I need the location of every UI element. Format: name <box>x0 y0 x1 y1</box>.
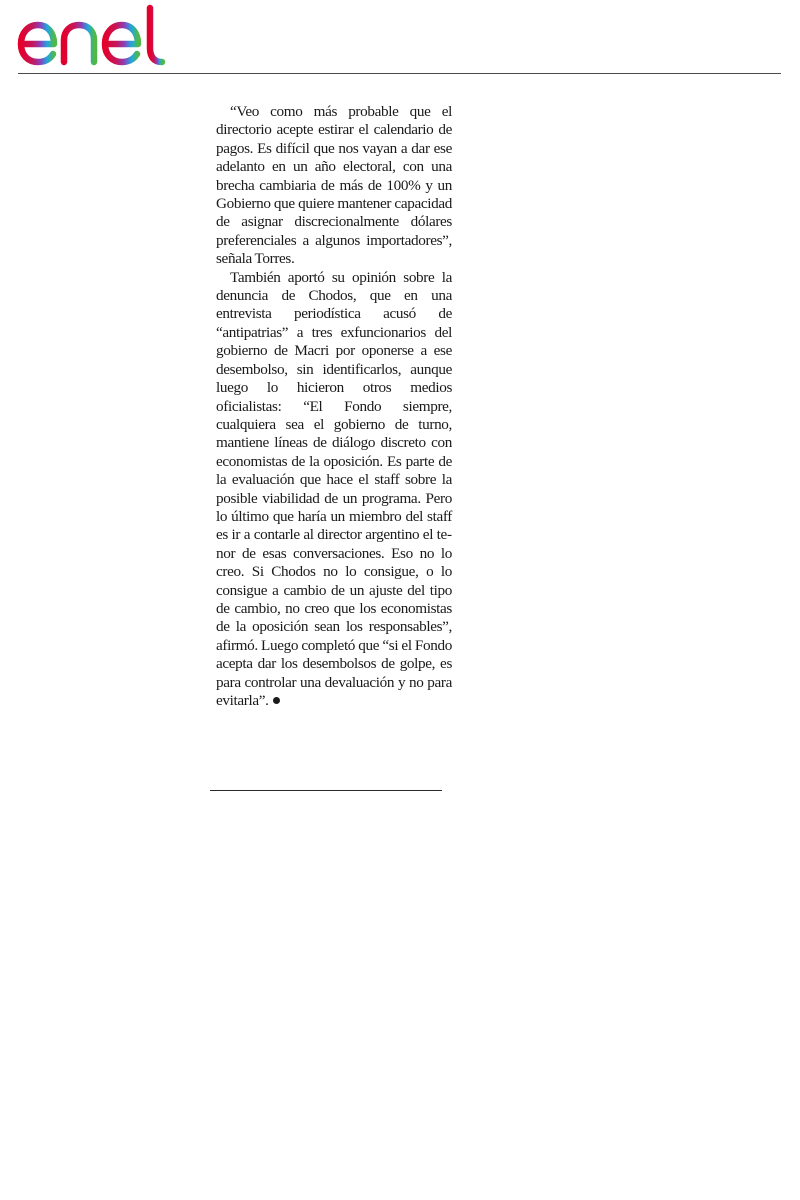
page-header <box>0 0 800 76</box>
header-divider <box>18 73 781 74</box>
article-paragraph: “Veo como más probable que el directorio acepte estirar el calendario de pagos. Es difícil que nos vayan a dar ese adelanto en un año electoral, con una brecha cambiaria de más de 100% y un Gobierno que quiere mantener capacidad de asignar discrecionalmente dólares preferenciales a algunos importadores”, señala Torres. <box>216 103 452 268</box>
news-clipping <box>208 90 458 760</box>
enel-logo <box>16 4 182 68</box>
article-paragraph-text: También aportó su opinión sobre la denuncia de Chodos, que en una entrevista periodística acusó de “antipatrias” a tres exfuncionarios del gobierno de Macri por oponerse a ese desembolso, sin identificarlos, aunque luego lo hicieron otros medios oficialistas: “El Fondo siempre, cualquiera sea el gobierno de turno, mantiene líneas de diálogo discreto con economistas de la oposición. Es parte de la evaluación que hace el staff sobre la posible viabilidad de un programa. Pero lo último que haría un miembro del staff es ir a contarle al director argentino el tenor de esas conversaciones. Eso no lo creo. Si Chodos no lo consigue, o lo consigue a cambio de un ajuste del tipo de cambio, no creo que los economistas de la oposición sean los responsables”, afirmó. Luego completó que “si el Fondo acepta dar los desembolsos de golpe, es para controlar una devaluación y no para evitarla”. <box>216 268 452 709</box>
clipping-cut-edge <box>208 90 458 104</box>
article-body <box>216 103 452 710</box>
end-of-article-icon <box>273 697 280 704</box>
article-paragraph <box>216 269 452 711</box>
clipping-bottom-rule <box>210 790 442 791</box>
